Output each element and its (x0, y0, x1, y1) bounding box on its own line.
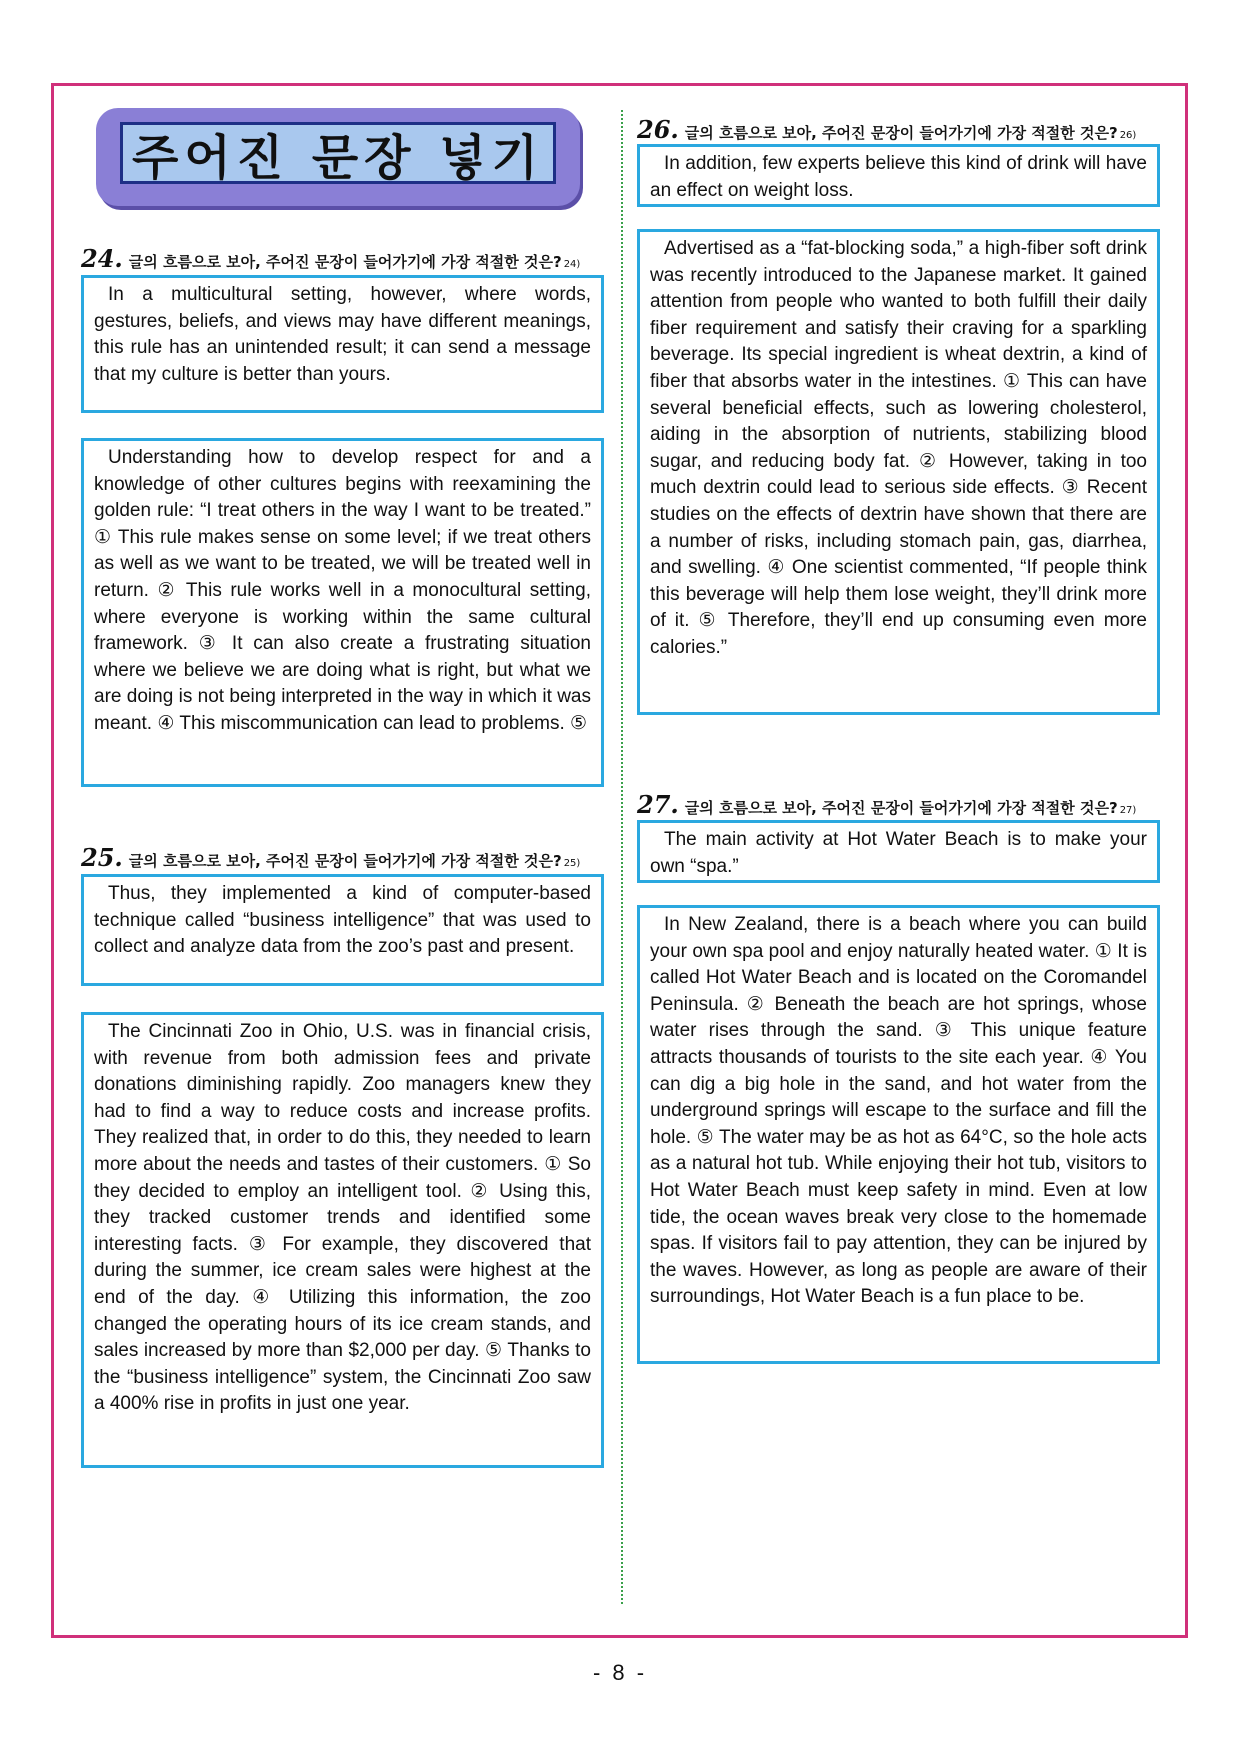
given-sentence-text: Thus, they implemented a kind of computer-based technique called “business intelligence” that was used to collect and analyze data from the zoo’s past and present. (94, 883, 591, 958)
given-sentence-text: In addition, few experts believe this kind of drink will have an effect on weight loss. (650, 153, 1147, 201)
passage-text: Understanding how to develop respect for and a knowledge of other cultures begins with reexamining the golden rule: “I treat others in the way I want to be treated.” ① This rule makes sense on some level; if we treat others as well as we want to be treated, we will be treated well in return. ② This rule works well in a monocultural setting, where everyone is working within the same cultural framework. ③ It can also create a frustrating situation where we believe we are doing what is right, but what we are doing is not being interpreted in the way in which it was meant. ④ This miscommunication can lead to problems. ⑤ (94, 447, 591, 734)
question-number: 26. (637, 115, 679, 144)
question-prompt: 글의 흐름으로 보아, 주어진 문장이 들어가기에 가장 적절한 것은? (128, 253, 562, 271)
banner-inner (120, 122, 556, 184)
question-number: 25. (81, 843, 123, 872)
question-24-passage (81, 438, 604, 787)
question-25-passage (81, 1012, 604, 1468)
question-26-header (637, 115, 1136, 144)
question-ref: 25) (563, 858, 581, 869)
question-27-given-sentence (637, 820, 1160, 883)
question-25-header (81, 843, 580, 872)
question-number: 24. (81, 244, 123, 273)
question-26-given-sentence (637, 144, 1160, 207)
question-number: 27. (637, 790, 679, 819)
banner-title: 주어진 문장 넣기 (132, 129, 544, 186)
given-sentence-text: In a multicultural setting, however, where words, gestures, beliefs, and views may have different meanings, this rule has an unintended result; it can send a message that my culture is better than yours. (94, 284, 591, 385)
section-banner (96, 108, 580, 206)
question-27-passage (637, 905, 1160, 1364)
question-prompt: 글의 흐름으로 보아, 주어진 문장이 들어가기에 가장 적절한 것은? (684, 124, 1118, 142)
question-26-passage (637, 229, 1160, 715)
question-ref: 24) (563, 259, 581, 270)
question-ref: 26) (1119, 130, 1137, 141)
passage-text: The Cincinnati Zoo in Ohio, U.S. was in financial crisis, with revenue from both admission fees and private donations diminishing rapidly. Zoo managers knew they had to find a way to reduce costs and increase profits. They realized that, in order to do this, they needed to learn more about the needs and tastes of their customers. ① So they decided to employ an intelligent tool. ② Using this, they tracked customer trends and identified some interesting facts. ③ For example, they discovered that during the summer, ice cream sales were highest at the end of the day. ④ Utilizing this information, the zoo changed the operating hours of its ice cream stands, and sales increased by more than $2,000 per day. ⑤ Thanks to the “business intelligence” system, the Cincinnati Zoo saw a 400% rise in profits in just one year. (94, 1021, 591, 1415)
question-prompt: 글의 흐름으로 보아, 주어진 문장이 들어가기에 가장 적절한 것은? (684, 799, 1118, 817)
question-ref: 27) (1119, 805, 1137, 816)
question-prompt: 글의 흐름으로 보아, 주어진 문장이 들어가기에 가장 적절한 것은? (128, 852, 562, 870)
page-number: - 8 - (592, 1660, 648, 1685)
passage-text: In New Zealand, there is a beach where you can build your own spa pool and enjoy naturally heated water. ① It is called Hot Water Beach and is located on the Coromandel Peninsula. ② Beneath the beach are hot springs, whose water rises through the sand. ③ This unique feature attracts thousands of tourists to the site each year. ④ You can dig a big hole in the sand, and hot water from the underground springs will escape to the surface and fill the hole. ⑤ The water may be as hot as 64°C, so the hole acts as a natural hot tub. While enjoying their hot tub, visitors to Hot Water Beach must keep safety in mind. Even at low tide, the ocean waves break very close to the homemade spas. If visitors fail to pay attention, they can be injured by the waves. However, as long as people are aware of their surroundings, Hot Water Beach is a fun place to be. (650, 914, 1147, 1308)
question-25-given-sentence (81, 874, 604, 986)
given-sentence-text: The main activity at Hot Water Beach is to make your own “spa.” (650, 829, 1147, 877)
question-27-header (637, 790, 1136, 819)
column-divider (621, 110, 623, 1604)
question-24-header (81, 244, 580, 273)
question-24-given-sentence (81, 275, 604, 413)
passage-text: Advertised as a “fat-blocking soda,” a high-fiber soft drink was recently introduced to the Japanese market. It gained attention from people who wanted to both fulfill their daily fiber requirement and satisfy their craving for a sparkling beverage. Its special ingredient is wheat dextrin, a kind of fiber that absorbs water in the intestines. ① This can have several beneficial effects, such as lowering cholesterol, aiding in the absorption of nutrients, stabilizing blood sugar, and reducing body fat. ② However, taking in too much dextrin could lead to serious side effects. ③ Recent studies on the effects of dextrin have shown that there are a number of risks, including stomach pain, gas, diarrhea, and swelling. ④ One scientist commented, “If people think this beverage will help them lose weight, they’ll drink more of it. ⑤ Therefore, they’ll end up consuming even more calories.” (650, 238, 1147, 658)
